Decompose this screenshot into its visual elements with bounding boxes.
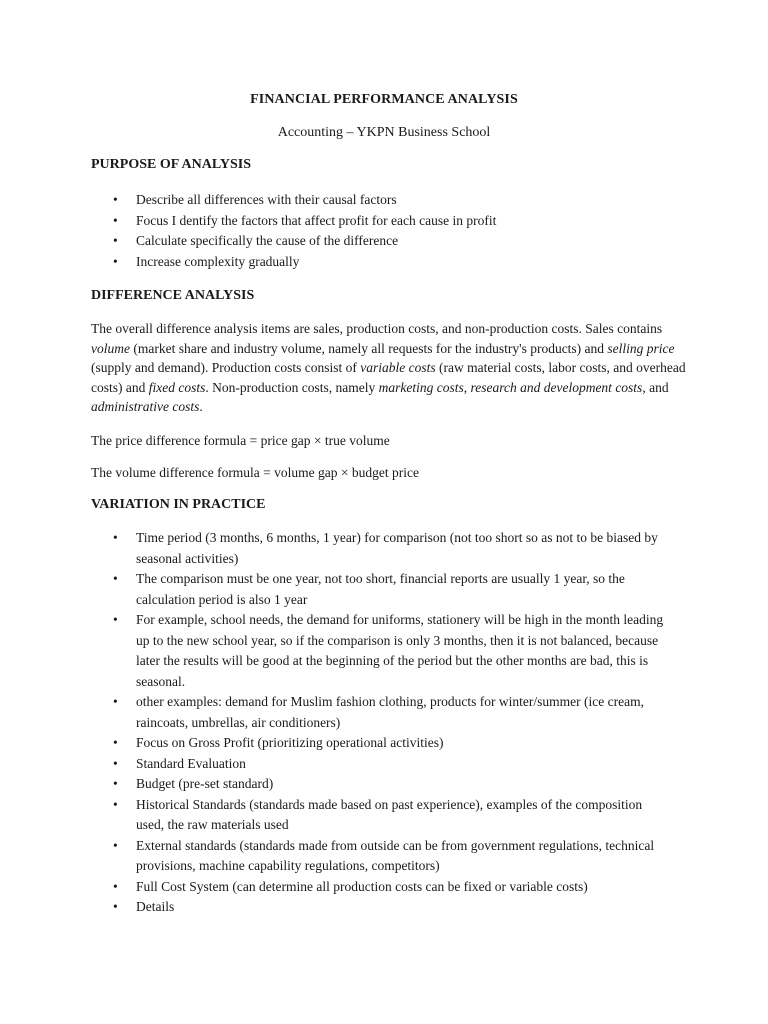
paragraph-text: .: [199, 399, 203, 414]
list-item: [91, 754, 671, 775]
volume-formula: The volume difference formula = volume gap × budget price: [91, 465, 419, 480]
bullet-icon: •: [113, 212, 118, 228]
list-item: [91, 569, 671, 610]
list-item: [91, 692, 671, 733]
variation-list: [91, 528, 671, 918]
bullet-icon: •: [113, 233, 118, 248]
difference-paragraph: [91, 319, 691, 417]
variation-heading: VARIATION IN PRACTICE: [91, 497, 266, 512]
paragraph-text: (market share and industry volume, namely all requests for the industry's products) and: [129, 340, 608, 356]
purpose-heading: PURPOSE OF ANALYSIS: [91, 157, 252, 172]
list-item-text: External standards (standards made from outside can be from government regulations, technical provisions, machine capability regulations, competitors): [136, 837, 655, 873]
list-item: [91, 528, 671, 569]
paragraph-text: (raw material costs, labor costs, and overhead costs) and: [91, 360, 686, 395]
bullet-icon: •: [113, 735, 118, 750]
bullet-icon: •: [113, 776, 118, 791]
list-item-text: The comparison must be one year, not too short, financial reports are usually 1 year, so the calculation period is also 1 year: [136, 571, 625, 607]
price-formula: The price difference formula = price gap × true volume: [91, 433, 390, 448]
emphasis-administrative-costs: administrative costs: [91, 399, 200, 414]
bullet-icon: •: [113, 253, 118, 269]
list-item-text: Details: [136, 899, 175, 914]
emphasis-variable-costs: variable costs: [360, 360, 436, 375]
purpose-list: [91, 190, 681, 272]
emphasis-marketing-costs: marketing costs: [378, 379, 464, 395]
list-item: [91, 252, 681, 273]
list-item-text: other examples: demand for Muslim fashion clothing, products for winter/summer (ice cream, raincoats, umbrellas, air conditioners): [136, 694, 644, 730]
list-item-text: Describe all differences with their causal factors: [136, 192, 397, 207]
paragraph-text: ,: [463, 379, 471, 395]
list-item-text: Standard Evaluation: [136, 755, 246, 771]
list-item: [91, 877, 671, 898]
list-item: [91, 774, 671, 795]
emphasis-fixed-costs: fixed costs: [148, 379, 206, 395]
bullet-icon: •: [113, 192, 118, 207]
list-item: [91, 211, 681, 232]
paragraph-text: The overall difference analysis items are sales, production costs, and non-production costs. Sales contains: [91, 321, 663, 336]
bullet-icon: •: [113, 837, 118, 853]
bullet-icon: •: [113, 796, 118, 812]
bullet-icon: •: [113, 755, 118, 771]
bullet-icon: •: [113, 571, 118, 586]
list-item-text: Budget (pre-set standard): [136, 776, 274, 791]
bullet-icon: •: [113, 612, 118, 627]
list-item-text: Time period (3 months, 6 months, 1 year) for comparison (not too short so as not to be biased by seasonal activities): [136, 530, 658, 566]
bullet-icon: •: [113, 530, 118, 545]
document-subtitle: Accounting – YKPN Business School: [277, 125, 491, 140]
list-item: [91, 733, 671, 754]
paragraph-text: , and: [642, 379, 669, 395]
bullet-icon: •: [113, 899, 118, 914]
emphasis-volume: volume: [91, 340, 130, 356]
list-item-text: Full Cost System (can determine all production costs can be fixed or variable costs): [136, 878, 588, 894]
list-item: [91, 190, 681, 211]
list-item: [91, 836, 671, 877]
list-item: [91, 610, 671, 692]
list-item-text: Increase complexity gradually: [136, 253, 300, 269]
emphasis-rnd-costs: research and development costs: [470, 379, 643, 395]
emphasis-selling-price: selling price: [607, 340, 675, 356]
list-item: [91, 795, 671, 836]
paragraph-text: . Non-production costs, namely: [205, 379, 379, 395]
list-item-text: Historical Standards (standards made based on past experience), examples of the composition used, the raw materials used: [136, 796, 643, 832]
list-item-text: Focus I dentify the factors that affect profit for each cause in profit: [136, 212, 497, 228]
document-title: FINANCIAL PERFORMANCE ANALYSIS: [250, 92, 518, 107]
paragraph-text: (supply and demand). Production costs consist of: [91, 360, 361, 375]
list-item-text: For example, school needs, the demand for uniforms, stationery will be high in the month leading up to the new school year, so if the comparison is only 3 months, then it is not balanced, because later the results will be good at the beginning of the period but the other months are bad, this is seasonal.: [136, 612, 664, 689]
list-item-text: Focus on Gross Profit (prioritizing operational activities): [136, 735, 444, 750]
list-item: [91, 897, 671, 918]
difference-heading: DIFFERENCE ANALYSIS: [91, 288, 255, 303]
bullet-icon: •: [113, 878, 118, 894]
list-item: [91, 231, 681, 252]
bullet-icon: •: [113, 694, 118, 709]
list-item-text: Calculate specifically the cause of the difference: [136, 233, 399, 248]
